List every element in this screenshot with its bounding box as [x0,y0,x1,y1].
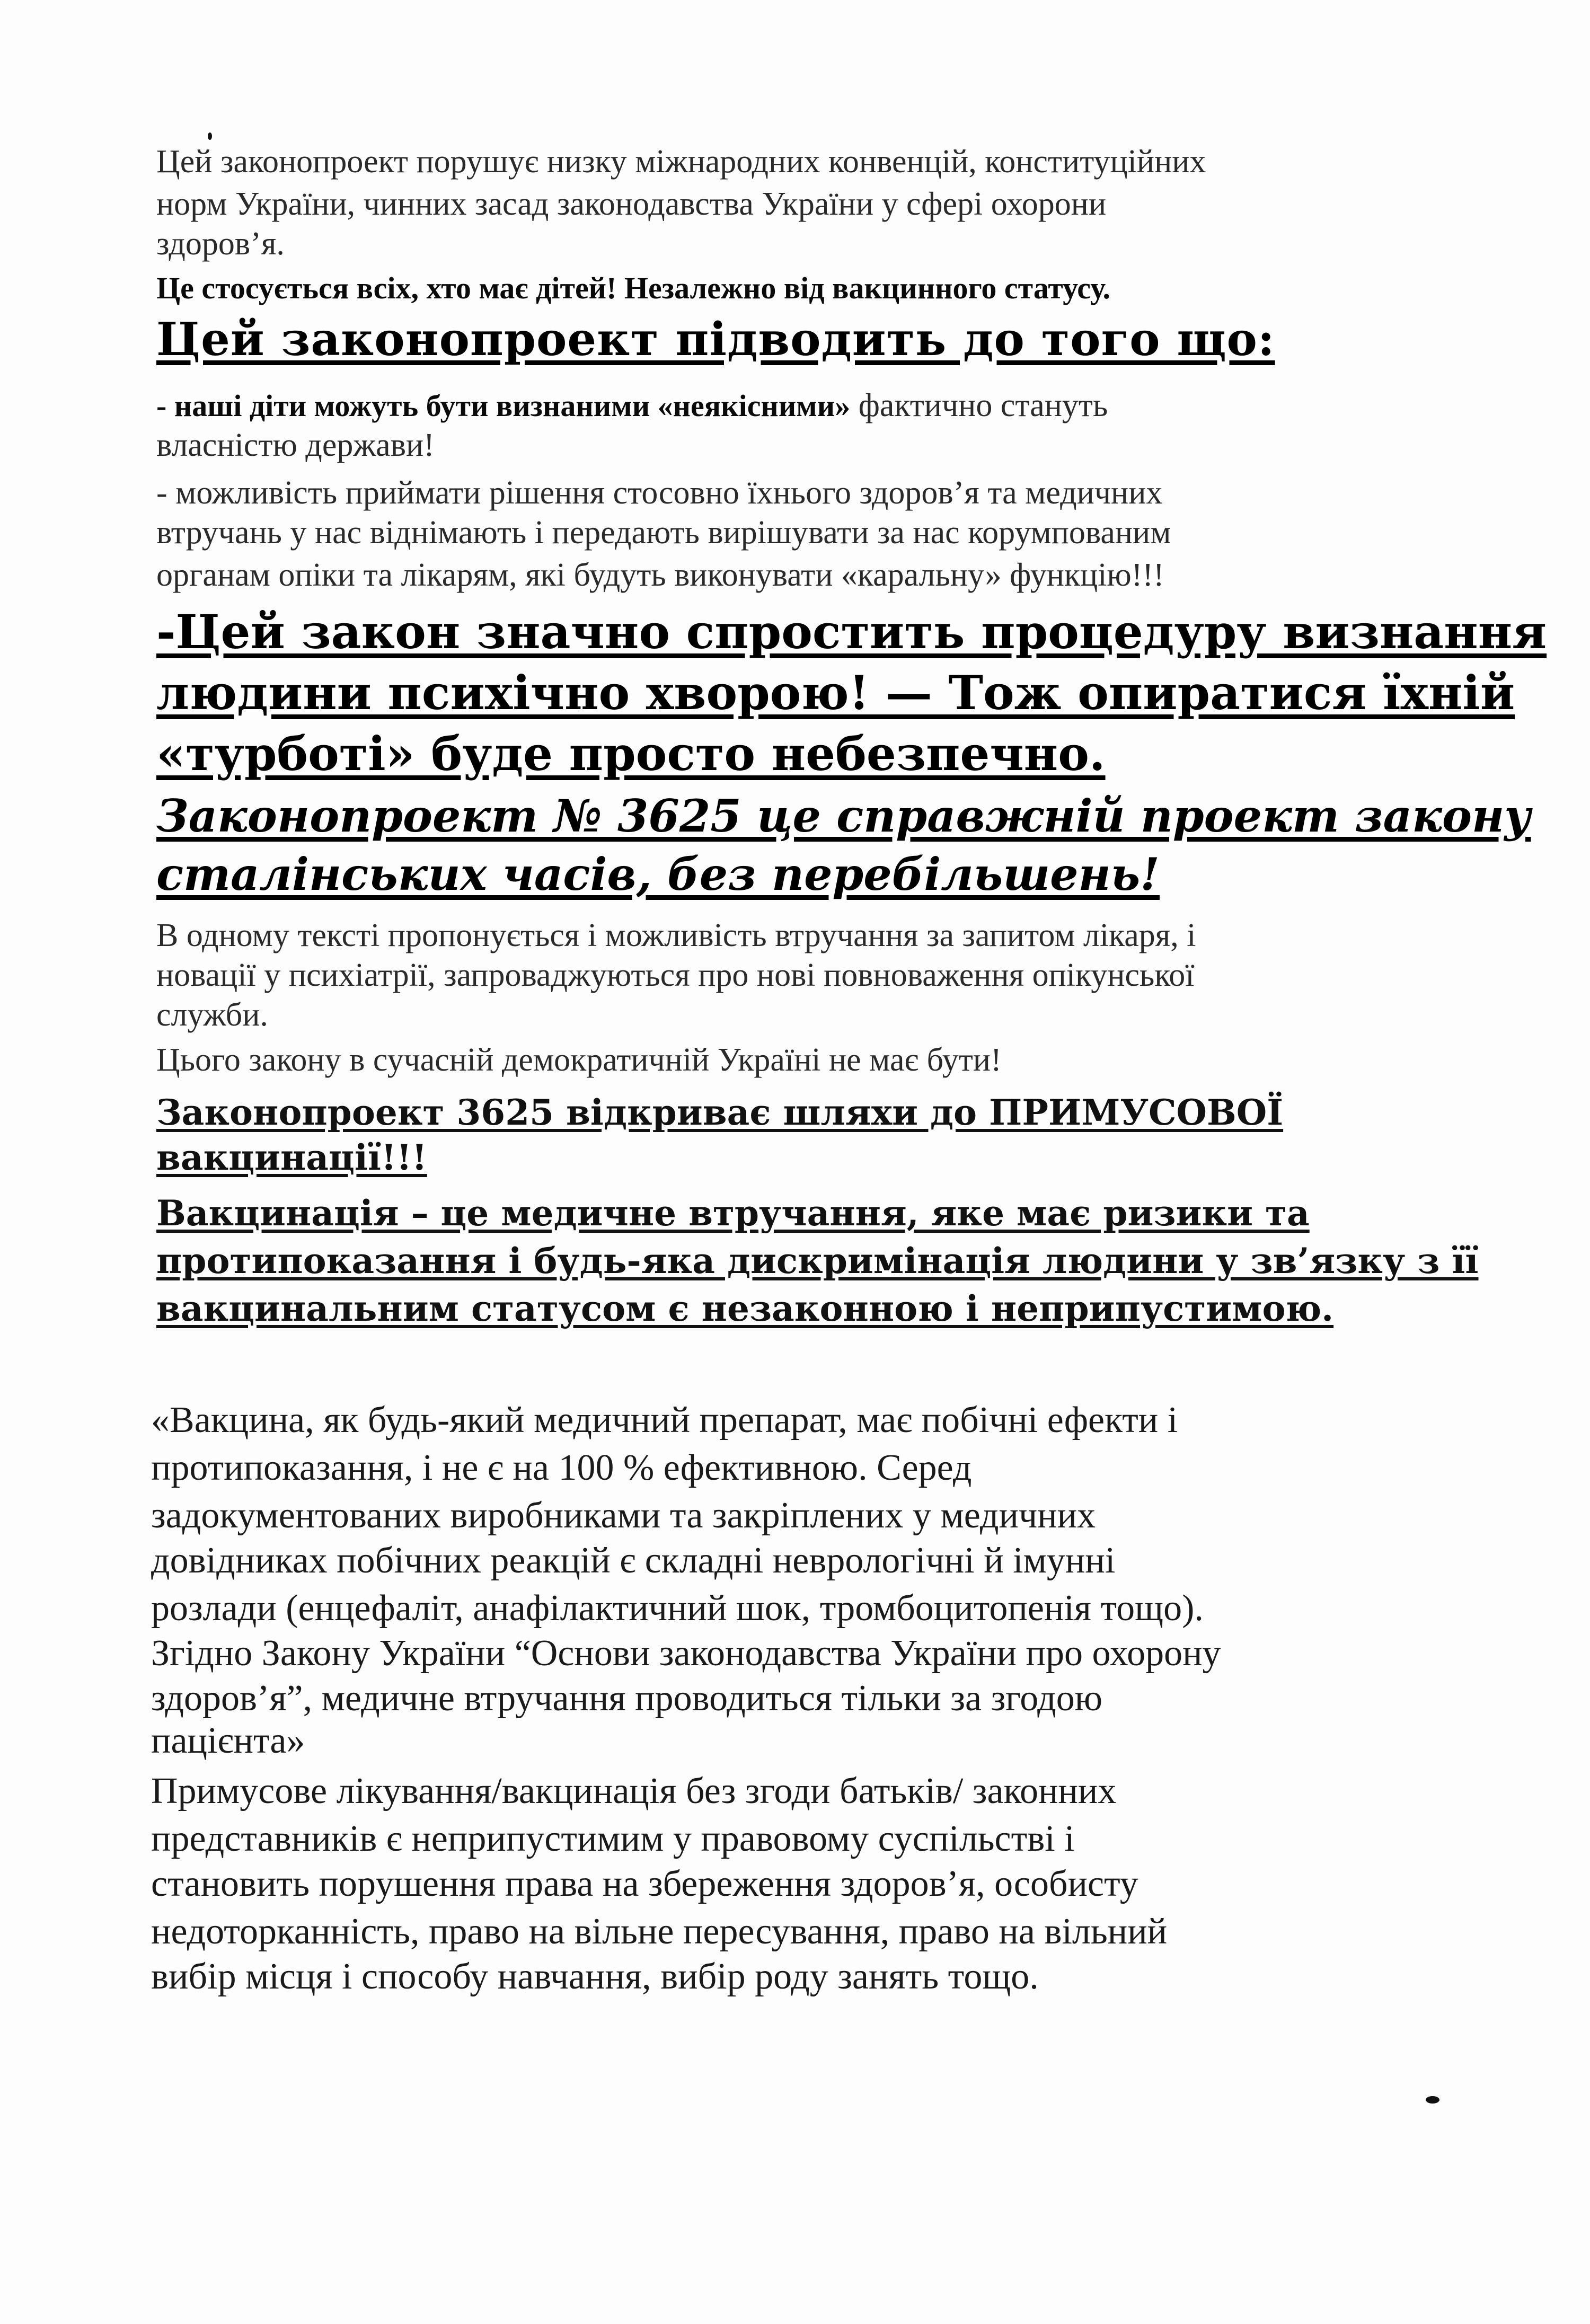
conclusion-line-3: становить порушення права на збереження здоров’я, особисту [151,1863,1138,1904]
no-place-text: Цього закону в сучасній демократичній Україні не має бути! [156,1042,1002,1078]
conclusion-line-4: недоторканність, право на вільне пересування, право на вільний [151,1911,1168,1952]
quote-line-2: протипоказання, і не є на 100 % ефективною. Серед [151,1447,972,1488]
quote-line-5: розлади (енцефаліт, анафілактичний шок, тромбоцитопенія тощо). [151,1588,1204,1629]
quote-line-6: Згідно Закону України “Основи законодавства України про охорону [151,1633,1221,1674]
conclusion-line-5: вибір місця і способу навчання, вибір роду занять тощо. [151,1956,1039,1997]
vax-intervention-line-1: Вакцинація – це медичне втручання, яке має ризики та [156,1192,1310,1234]
warning-heading-line-2: людини психічно хворою! — Тож опиратися їхній [156,665,1515,720]
one-text-line-3: служби. [156,997,268,1033]
conclusion-line-2: представників є неприпустимим у правовому суспільстві і [151,1818,1075,1859]
scan-speck [1426,2096,1439,2104]
intro-line-3: здоров’я. [156,226,285,262]
stalin-heading-line-2: сталінських часів, без перебільшень! [156,848,1160,900]
heading-leads-to: Цей законопроект підводить до того що: [156,313,1275,366]
bullet-1-rest: фактично стануть [850,387,1108,423]
intro-line-2: норм України, чинних засад законодавства України у сфері охорони [156,186,1107,222]
bullet-2-line-3: органам опіки та лікарям, які будуть виконувати «каральну» функцію!!! [156,557,1164,593]
quote-line-1: «Вакцина, як будь-який медичний препарат, має побічні ефекти і [151,1400,1178,1441]
warning-heading-line-3: «турботі» буде просто небезпечно. [156,726,1106,781]
quote-line-4: довідниках побічних реакцій є складні неврологічні й імунні [151,1540,1116,1581]
bullet-1-line-2: власністю держави! [156,427,435,463]
quote-line-7: здоров’я”, медичне втручання проводиться тільки за згодою [151,1678,1103,1719]
notice-text: Це стосується всіх, хто має дітей! Незалежно від вакцинного статусу. [156,271,1110,305]
bullet-2-line-2: втручань у нас віднімають і передають вирішувати за нас корумпованим [156,515,1171,551]
forced-vax-line-1: Законопроект 3625 відкриває шляхи до ПРИМУСОВОЇ [156,1092,1284,1133]
intro-line-1: Цей законопроект порушує низку міжнародних конвенцій, конституційних [156,144,1206,180]
one-text-line-2: новації у психіатрії, запроваджуються про нові повноваження опікунської [156,957,1195,993]
quote-line-3: задокументованих виробниками та закріплених у медичних [151,1495,1096,1536]
bullet-1-bold: - наші діти можуть бути визнаними «неякісними» [156,388,851,423]
quote-line-8: пацієнта» [151,1720,305,1761]
vax-intervention-line-2: протипоказання і будь-яка дискримінація людини у зв’язку з її [156,1240,1479,1282]
scan-speck [208,132,212,140]
bullet-1-line-1 [156,387,1108,425]
warning-heading-line-1: -Цей закон значно спростить процедуру визнання [156,604,1547,659]
forced-vax-line-2: вакцинації!!! [156,1137,427,1178]
one-text-line-1: В одному тексті пропонується і можливість втручання за запитом лікаря, і [156,917,1196,953]
bullet-2-line-1: - можливість приймати рішення стосовно їхнього здоров’я та медичних [156,475,1163,511]
conclusion-line-1: Примусове лікування/вакцинація без згоди батьків/ законних [151,1771,1117,1812]
vax-intervention-line-3: вакцинальним статусом є незаконною і неприпустимою. [156,1288,1334,1329]
stalin-heading-line-1: Законопроект № 3625 це справжній проект закону [156,790,1531,842]
